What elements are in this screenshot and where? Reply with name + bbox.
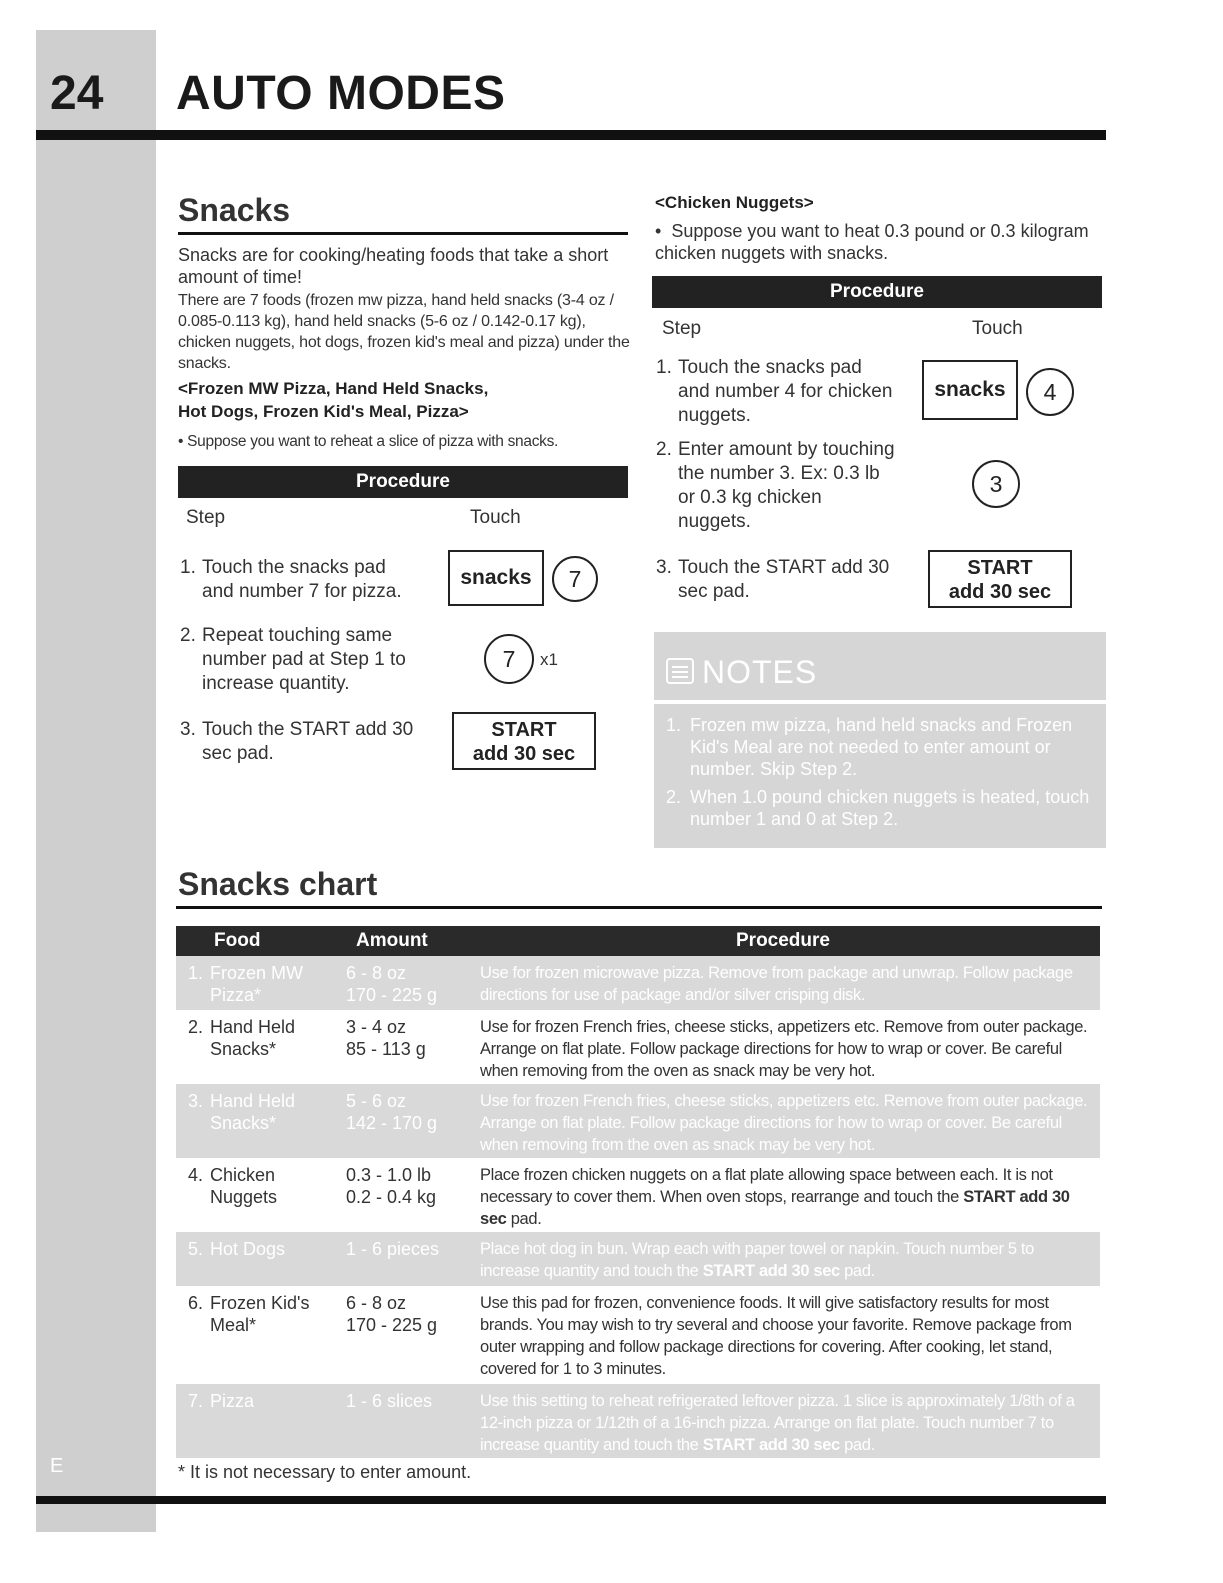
table-row: 4. Chicken Nuggets 0.3 - 1.0 lb 0.2 - 0.4 kg Place frozen chicken nuggets on a flat plate allowing space between each. It is not necessary to cover them. When oven stops, rearrange and touch the START add 30 sec pad. — [188, 1165, 1070, 1228]
table-row: 1. Frozen MW Pizza* 6 - 8 oz 170 - 225 g Use for frozen microwave pizza. Remove from package and unwrap. Follow package directions for use of package and/or silver crisping disk. — [176, 956, 1100, 1010]
table-row: 2. Hand Held Snacks* 3 - 4 oz 85 - 113 g Use for frozen French fries, cheese sticks, appetizers etc. Remove from outer package. Arrange on flat plate. Follow package directions for how to wrap or cover. Be careful when removing from the oven as snack may be very hot. — [188, 1017, 1088, 1080]
snacks-procedure-bar: Procedure — [178, 466, 628, 498]
column-procedure: Procedure — [736, 930, 830, 951]
snacks-touch-label: Touch — [470, 507, 521, 528]
notes-title: NOTES — [702, 654, 818, 690]
page-title: AUTO MODES — [176, 67, 506, 120]
table-row: 3. Hand Held Snacks* 5 - 6 oz 142 - 170 g Use for frozen French fries, cheese sticks, appetizers etc. Remove from outer package. Arrange on flat plate. Follow package directions for how to wrap or cover. Be careful when removing from the oven as snack may be very hot. — [176, 1084, 1100, 1158]
nuggets-touch-label: Touch — [972, 318, 1023, 339]
number-4-button[interactable]: 4 — [1026, 368, 1074, 416]
snacks-example-bullet: • Suppose you want to reheat a slice of pizza with snacks. — [178, 433, 559, 450]
number-3-button[interactable]: 3 — [972, 460, 1020, 508]
column-food: Food — [214, 930, 261, 951]
table-row: 5. Hot Dogs 1 - 6 pieces Place hot dog in bun. Wrap each with paper towel or napkin. Touch number 5 to increase quantity and touch the START add 30 sec pad. — [176, 1232, 1100, 1286]
nuggets-step-label: Step — [662, 318, 702, 339]
notes-box: NOTES 1. Frozen mw pizza, hand held snacks and Frozen Kid's Meal are not needed to enter amount or number. Skip Step 2. 2. When 1.0 pound chicken nuggets is heated, touch number 1 and 0 at Step 2. — [654, 632, 1106, 848]
language-tab-letter: E — [50, 1455, 64, 1477]
notes-icon — [666, 658, 694, 684]
column-amount: Amount — [356, 930, 428, 951]
header-rule — [36, 130, 1106, 140]
number-7-button[interactable]: 7 — [552, 556, 598, 602]
snacks-intro: Snacks are for cooking/heating foods that take a short amount of time! — [178, 245, 609, 287]
chart-header-row — [176, 926, 1100, 956]
nuggets-heading: <Chicken Nuggets> — [655, 193, 814, 212]
snacks-pad-button[interactable]: snacks — [448, 550, 544, 606]
snacks-subheading-line1: <Frozen MW Pizza, Hand Held Snacks, — [178, 379, 489, 398]
nuggets-example-bullet: • Suppose you want to heat 0.3 pound or 0.3 kilogram chicken nuggets with snacks. — [655, 221, 1089, 263]
snacks-step-label: Step — [186, 507, 226, 528]
nuggets-procedure-bar: Procedure — [652, 276, 1102, 308]
page-number: 24 — [50, 67, 104, 120]
footer-rule — [36, 1496, 1106, 1504]
nuggets-start-add-30-sec-button[interactable]: START add 30 sec — [928, 550, 1072, 608]
snacks-chart-heading: Snacks chart — [178, 866, 378, 902]
snacks-foods-list: There are 7 foods (frozen mw pizza, hand held snacks (3-4 oz / 0.085-0.113 kg), hand held snacks (5-6 oz / 0.142-0.17 kg), chicken nuggets, hot dogs, frozen kid's meal and pizza) under the snacks. — [178, 292, 630, 372]
side-band — [36, 30, 156, 1532]
notes-rule — [654, 700, 1106, 704]
nuggets-snacks-pad-button[interactable]: snacks — [922, 360, 1018, 420]
snacks-heading-rule — [178, 232, 628, 235]
table-row: 6. Frozen Kid's Meal* 6 - 8 oz 170 - 225 g Use this pad for frozen, convenience foods. It will give satisfactory results for most brands. You may wish to try several and choose your favorite. Remove package from outer wrapping and follow package directions for covering. After cooking, let stand, covered for 1 to 3 minutes. — [188, 1293, 1072, 1378]
repeat-count: x1 — [540, 650, 558, 669]
snacks-chart-rule — [176, 906, 1102, 909]
chart-footnote: * It is not necessary to enter amount. — [178, 1462, 472, 1482]
snacks-subheading-line2: Hot Dogs, Frozen Kid's Meal, Pizza> — [178, 402, 469, 421]
snacks-heading: Snacks — [178, 192, 291, 228]
start-add-30-sec-button[interactable]: START add 30 sec — [452, 712, 596, 770]
number-7-repeat-button[interactable]: 7 — [484, 634, 534, 684]
table-row: 7. Pizza 1 - 6 slices Use this setting to reheat refrigerated leftover pizza. 1 slice is approximately 1/8th of a 12-inch pizza or 1/12th of a 16-inch pizza. Arrange on flat plate. Touch number 7 to increase quantity and touch the START add 30 sec pad. — [176, 1384, 1100, 1458]
